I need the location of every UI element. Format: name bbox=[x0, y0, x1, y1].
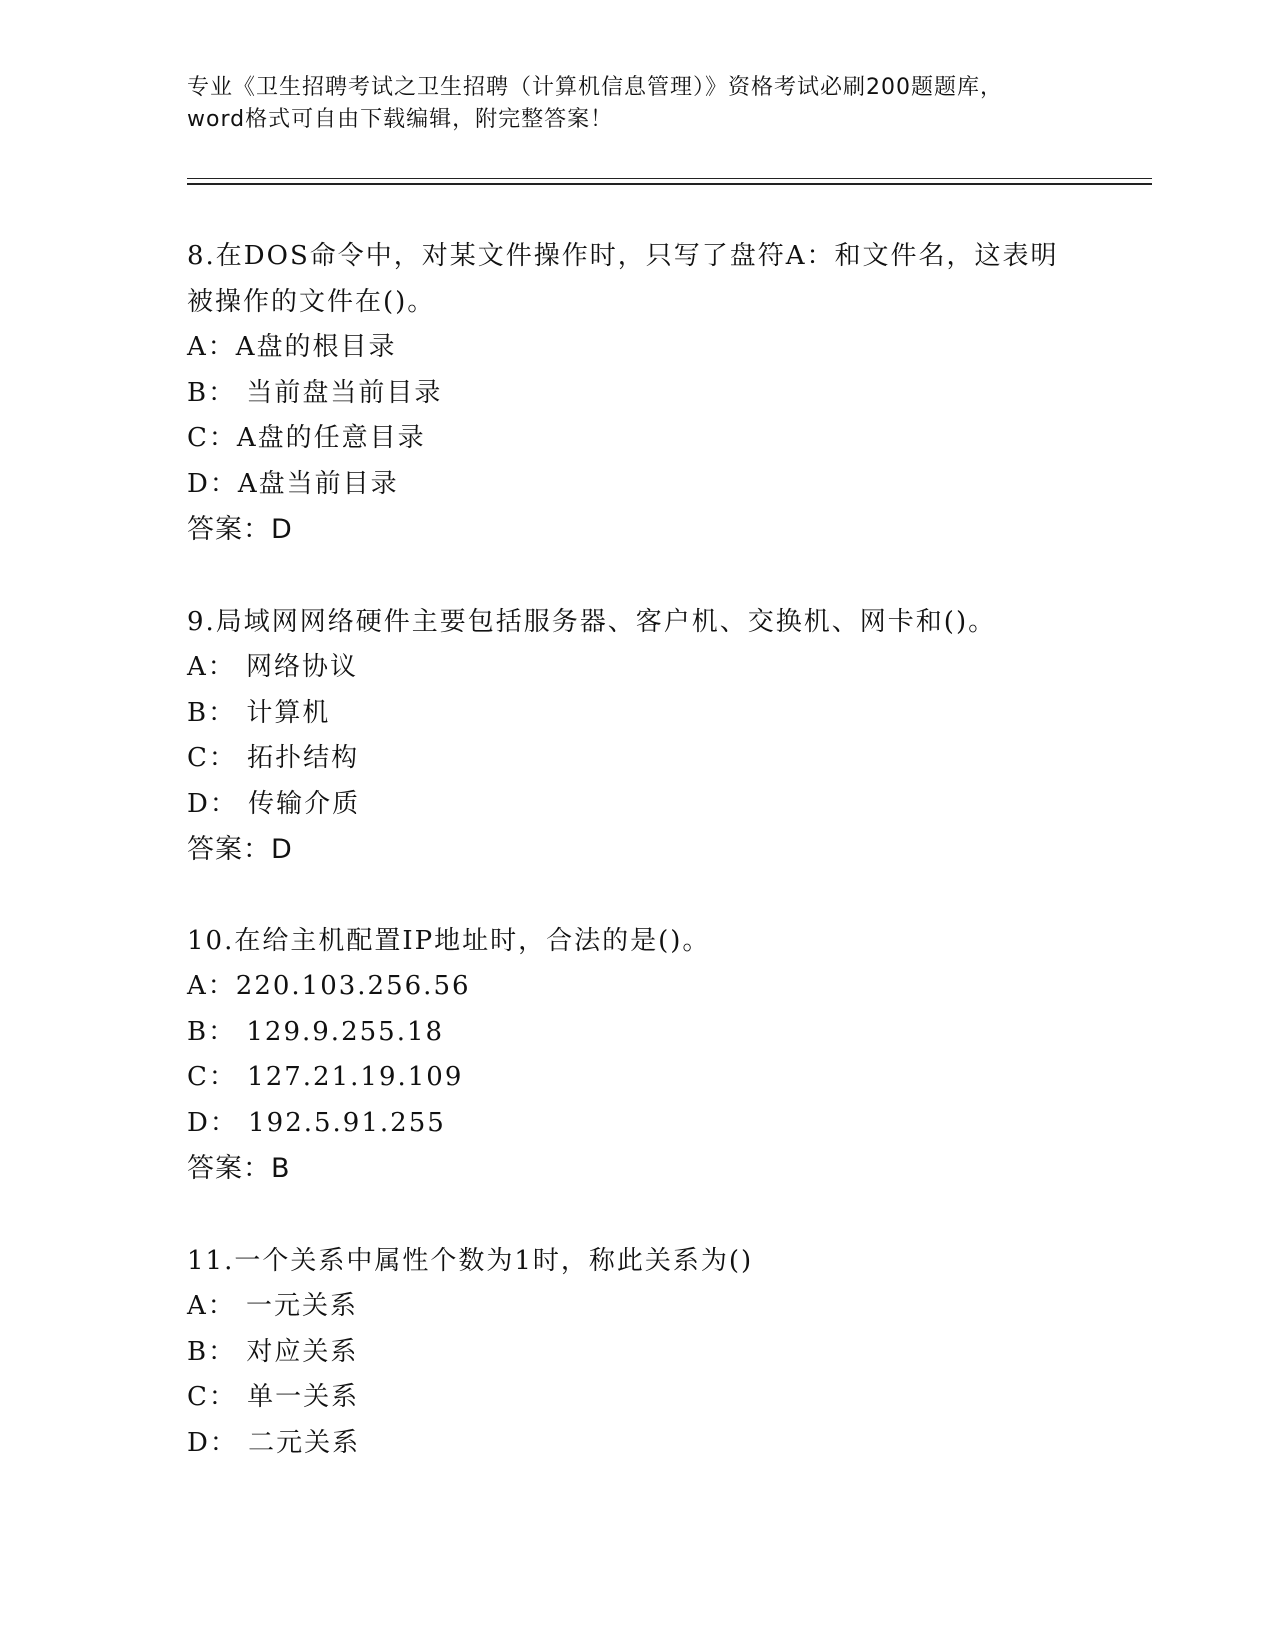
question-stem-line: 9.局域网网络硬件主要包括服务器、客户机、交换机、网卡和()。 bbox=[187, 607, 997, 637]
option-b: B： 对应关系 bbox=[187, 1336, 359, 1367]
question-10 bbox=[187, 918, 1107, 1192]
question-9 bbox=[187, 599, 1107, 873]
answer: 答案：D bbox=[187, 514, 293, 545]
option-c: C：A盘的任意目录 bbox=[187, 423, 426, 453]
option-c: C： 单一关系 bbox=[187, 1382, 360, 1412]
question-stem-line: 11.一个关系中属性个数为1时，称此关系为() bbox=[187, 1246, 754, 1276]
header-line-2: word格式可自由下载编辑，附完整答案！ bbox=[187, 107, 614, 132]
answer: 答案：B bbox=[187, 1153, 291, 1184]
option-d: D： 传输介质 bbox=[187, 788, 361, 819]
answer: 答案：D bbox=[187, 834, 293, 865]
header-divider-top bbox=[187, 178, 1152, 179]
question-stem-line: 8.在DOS命令中，对某文件操作时，只写了盘符A：和文件名，这表明 bbox=[187, 241, 1059, 271]
option-a: A：220.103.256.56 bbox=[187, 971, 471, 1001]
question-stem-line: 10.在给主机配置IP地址时，合法的是()。 bbox=[187, 926, 711, 956]
option-a: A：A盘的根目录 bbox=[187, 332, 397, 362]
question-stem-line: 被操作的文件在()。 bbox=[187, 287, 436, 317]
header-line-1: 专业《卫生招聘考试之卫生招聘（计算机信息管理）》资格考试必刷200题题库， bbox=[187, 75, 1003, 100]
option-d: D： 二元关系 bbox=[187, 1427, 361, 1458]
option-a: A： 一元关系 bbox=[187, 1291, 359, 1321]
question-8 bbox=[187, 233, 1107, 553]
option-a: A： 网络协议 bbox=[187, 652, 359, 682]
option-c: C： 127.21.19.109 bbox=[187, 1062, 464, 1092]
option-b: B： 129.9.255.18 bbox=[187, 1016, 445, 1047]
option-b: B： 当前盘当前目录 bbox=[187, 377, 443, 408]
option-d: D： 192.5.91.255 bbox=[187, 1107, 446, 1138]
option-b: B： 计算机 bbox=[187, 697, 331, 728]
document-header bbox=[187, 72, 1087, 136]
header-divider-bottom bbox=[187, 183, 1152, 185]
option-c: C： 拓扑结构 bbox=[187, 743, 360, 773]
question-11 bbox=[187, 1238, 1107, 1466]
option-d: D：A盘当前目录 bbox=[187, 468, 399, 499]
